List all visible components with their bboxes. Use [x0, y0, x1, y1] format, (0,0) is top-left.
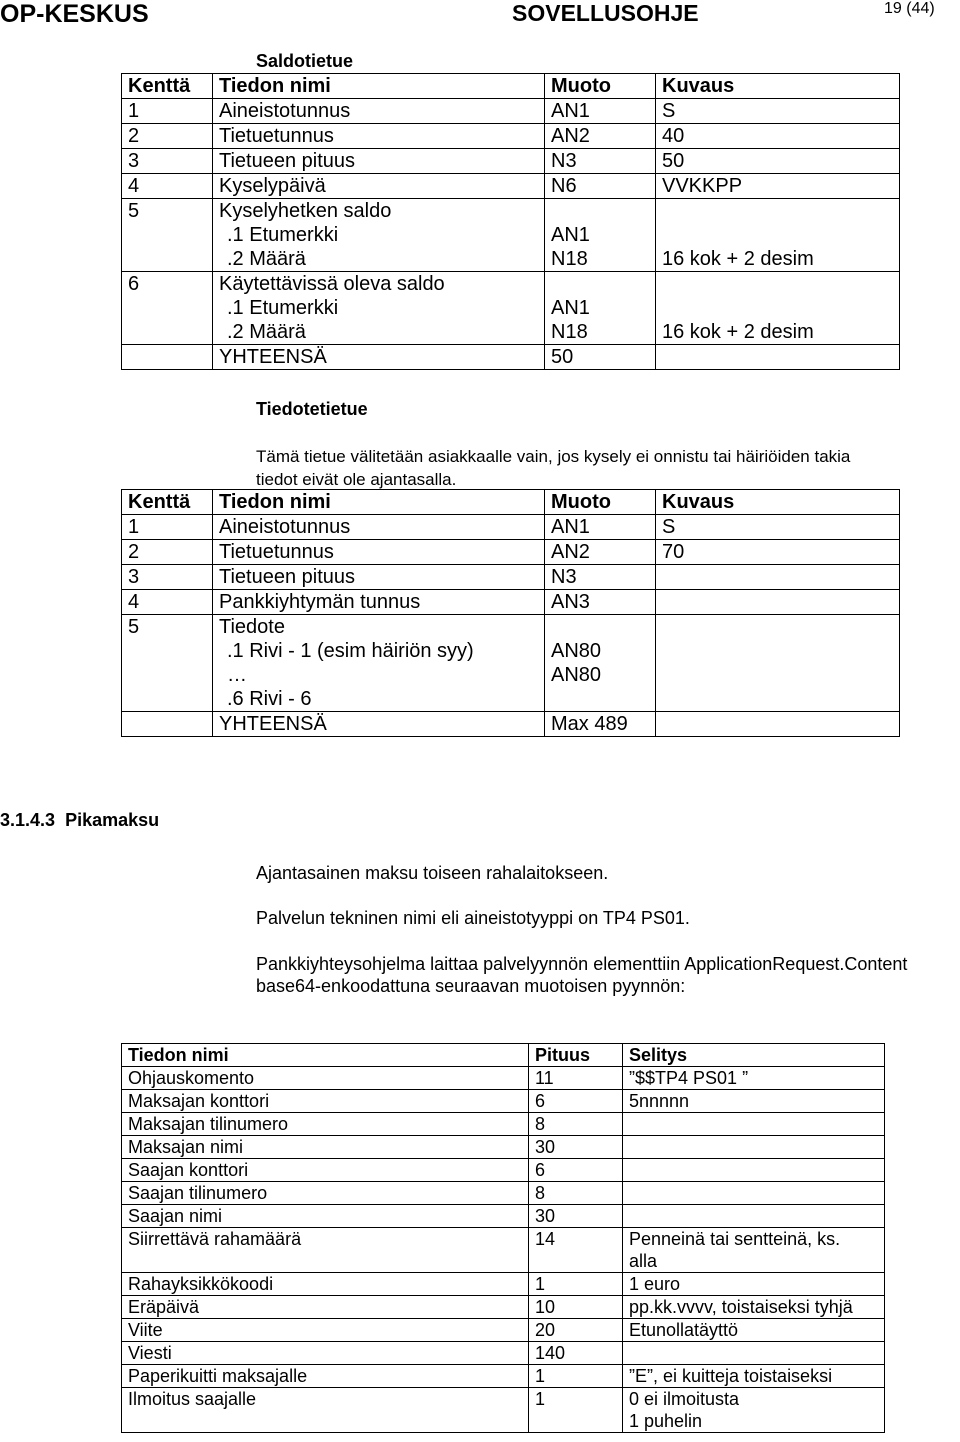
cell-selitys-line: Etunollatäyttö	[629, 1320, 739, 1340]
header-nimi-line: Tiedon nimi	[219, 491, 331, 513]
cell-muoto-line: 50	[551, 346, 574, 368]
cell-muoto-line: AN1	[551, 516, 590, 538]
cell-selitys-line: 5nnnnn	[629, 1091, 690, 1111]
cell-selitys-line	[629, 1182, 884, 1204]
cell-nimi	[122, 1319, 529, 1342]
section-number: 3.1.4.3	[0, 810, 56, 830]
header-nimi	[213, 74, 545, 99]
cell-kuvaus	[656, 615, 900, 712]
cell-kentta-line	[128, 712, 212, 736]
cell-selitys-line: 1 euro	[629, 1274, 681, 1294]
cell-kentta	[122, 149, 213, 174]
cell-nimi-line: .1 Etumerkki	[227, 224, 339, 246]
cell-muoto	[545, 272, 656, 345]
cell-muoto	[545, 99, 656, 124]
cell-nimi	[122, 1365, 529, 1388]
cell-nimi	[213, 565, 545, 590]
cell-nimi-line: Aineistotunnus	[219, 100, 351, 122]
cell-kentta-line: 3	[128, 150, 140, 172]
cell-kentta	[122, 272, 213, 345]
cell-muoto-line	[551, 687, 655, 711]
cell-selitys-line: 1 puhelin	[629, 1411, 703, 1431]
cell-nimi-line: .2 Määrä	[227, 248, 306, 270]
cell-kuvaus-line	[662, 296, 899, 320]
cell-nimi-line: Saajan nimi	[128, 1206, 223, 1226]
cell-kentta-line: 2	[128, 125, 140, 147]
cell-pituus	[529, 1182, 623, 1205]
cell-selitys-line	[629, 1113, 884, 1135]
table-row	[122, 515, 900, 540]
cell-pituus	[529, 1273, 623, 1296]
cell-kuvaus	[656, 590, 900, 615]
cell-muoto	[545, 199, 656, 272]
cell-nimi	[213, 124, 545, 149]
cell-kentta	[122, 345, 213, 370]
cell-pituus-line: 8	[535, 1183, 546, 1203]
cell-kuvaus-line	[662, 565, 899, 589]
cell-selitys-line	[629, 1159, 884, 1181]
header-muoto	[545, 74, 656, 99]
table-row	[122, 272, 900, 345]
cell-muoto-line: AN1	[551, 224, 590, 246]
cell-kuvaus	[656, 149, 900, 174]
cell-pituus	[529, 1342, 623, 1365]
cell-kentta-line: 5	[128, 200, 140, 222]
cell-kentta	[122, 540, 213, 565]
cell-nimi-line: Siirrettävä rahamäärä	[128, 1229, 302, 1249]
cell-muoto	[545, 540, 656, 565]
cell-selitys	[623, 1182, 885, 1205]
table-row	[122, 1205, 885, 1228]
cell-selitys	[623, 1228, 885, 1273]
cell-nimi-line: Viesti	[128, 1343, 172, 1363]
cell-kuvaus-line	[662, 345, 899, 369]
cell-kentta	[122, 565, 213, 590]
table-row	[122, 1159, 885, 1182]
cell-pituus-line: 1	[535, 1274, 546, 1294]
cell-muoto-line	[551, 615, 655, 639]
table-row	[122, 1365, 885, 1388]
cell-nimi	[213, 345, 545, 370]
table-row	[122, 540, 900, 565]
header-pituus-line: Pituus	[535, 1045, 591, 1065]
cell-pituus	[529, 1205, 623, 1228]
cell-muoto-line: N3	[551, 566, 577, 588]
cell-kuvaus-line: VVKKPP	[662, 175, 743, 197]
cell-selitys-line: pp.kk.vvvv, toistaiseksi tyhjä	[629, 1297, 853, 1317]
cell-muoto	[545, 515, 656, 540]
cell-nimi-line: .2 Määrä	[227, 321, 306, 343]
header-kentta	[122, 490, 213, 515]
cell-selitys	[623, 1067, 885, 1090]
cell-kentta-line: 5	[128, 616, 140, 638]
table-row	[122, 1342, 885, 1365]
cell-muoto-line: AN1	[551, 100, 590, 122]
header-nimi-line: Tiedon nimi	[219, 75, 331, 97]
cell-pituus-line: 20	[535, 1320, 556, 1340]
cell-selitys	[623, 1136, 885, 1159]
header-selitys-line: Selitys	[629, 1045, 688, 1065]
cell-nimi	[213, 515, 545, 540]
table-header-row	[122, 490, 900, 515]
cell-pituus-line: 1	[535, 1366, 546, 1386]
cell-nimi	[122, 1342, 529, 1365]
cell-kentta	[122, 174, 213, 199]
table-row	[122, 565, 900, 590]
cell-pituus	[529, 1067, 623, 1090]
cell-nimi	[122, 1296, 529, 1319]
cell-nimi	[122, 1273, 529, 1296]
header-muoto	[545, 490, 656, 515]
cell-muoto-line: AN3	[551, 591, 590, 613]
cell-selitys-line: Penneinä tai sentteinä, ks.	[629, 1229, 841, 1249]
cell-pituus-line: 14	[535, 1229, 556, 1249]
cell-pituus-line: 6	[535, 1091, 546, 1111]
cell-pituus	[529, 1319, 623, 1342]
cell-pituus	[529, 1388, 623, 1433]
header-pituus	[529, 1044, 623, 1067]
cell-nimi-line: Aineistotunnus	[219, 516, 351, 538]
tiedote-intro-line1: Tämä tietue välitetään asiakkaalle vain, jos kysely ei onnistu tai häiriöiden takia	[256, 447, 851, 466]
saldo-table	[121, 73, 900, 370]
cell-nimi	[122, 1159, 529, 1182]
cell-nimi-line: Maksajan tilinumero	[128, 1114, 289, 1134]
cell-muoto	[545, 174, 656, 199]
cell-kuvaus-line: 70	[662, 541, 685, 563]
cell-pituus	[529, 1090, 623, 1113]
cell-selitys	[623, 1113, 885, 1136]
table-row	[122, 1182, 885, 1205]
cell-kuvaus-line: 16 kok + 2 desim	[662, 248, 814, 270]
cell-selitys-line: 0 ei ilmoitusta	[629, 1389, 740, 1409]
cell-nimi-line: Rahayksikkökoodi	[128, 1274, 274, 1294]
cell-muoto	[545, 615, 656, 712]
table-row	[122, 1388, 885, 1433]
cell-kentta-line: 4	[128, 175, 140, 197]
header-muoto-line: Muoto	[551, 491, 611, 513]
company-name: OP-KESKUS	[0, 0, 149, 28]
header-selitys	[623, 1044, 885, 1067]
cell-selitys-line	[629, 1205, 884, 1227]
cell-kuvaus-line: 16 kok + 2 desim	[662, 321, 814, 343]
cell-selitys-line: ”$$TP4 PS01 ”	[629, 1068, 749, 1088]
tiedote-table	[121, 489, 900, 737]
cell-kuvaus	[656, 515, 900, 540]
header-nimi-line: Tiedon nimi	[128, 1045, 229, 1065]
cell-nimi-line: Viite	[128, 1320, 163, 1340]
cell-kuvaus	[656, 99, 900, 124]
cell-kentta-line	[128, 345, 212, 369]
header-nimi	[122, 1044, 529, 1067]
cell-muoto-line	[551, 272, 655, 296]
cell-nimi	[213, 174, 545, 199]
cell-selitys	[623, 1388, 885, 1433]
cell-kentta	[122, 615, 213, 712]
cell-kentta-line: 4	[128, 591, 140, 613]
cell-selitys	[623, 1159, 885, 1182]
table-row	[122, 199, 900, 272]
cell-pituus	[529, 1228, 623, 1273]
cell-pituus-line: 30	[535, 1206, 556, 1226]
cell-selitys	[623, 1273, 885, 1296]
cell-kuvaus-line	[662, 615, 899, 639]
cell-muoto	[545, 565, 656, 590]
cell-selitys	[623, 1296, 885, 1319]
tiedote-intro-line2: tiedot eivät ole ajantasalla.	[256, 470, 457, 489]
document-title: SOVELLUSOHJE	[512, 0, 699, 26]
cell-kuvaus	[656, 565, 900, 590]
cell-pituus	[529, 1365, 623, 1388]
cell-kuvaus	[656, 124, 900, 149]
table-row	[122, 149, 900, 174]
cell-selitys	[623, 1365, 885, 1388]
cell-selitys-line	[629, 1136, 884, 1158]
cell-muoto-line: N18	[551, 248, 588, 270]
cell-kuvaus-line	[662, 590, 899, 614]
cell-nimi	[213, 712, 545, 737]
cell-kentta-line: 2	[128, 541, 140, 563]
cell-nimi-line: Kyselyhetken saldo	[219, 200, 392, 222]
cell-pituus	[529, 1136, 623, 1159]
pikamaksu-paragraph-3-line1: Pankkiyhteysohjelma laittaa palvelyynnön elementtiin ApplicationRequest.Content	[256, 954, 908, 974]
cell-kentta	[122, 199, 213, 272]
cell-kuvaus	[656, 174, 900, 199]
cell-nimi-line: .1 Etumerkki	[227, 297, 339, 319]
section-heading	[0, 810, 159, 831]
header-muoto-line: Muoto	[551, 75, 611, 97]
cell-kentta	[122, 99, 213, 124]
cell-kuvaus-line: S	[662, 516, 676, 538]
table-row	[122, 1090, 885, 1113]
cell-selitys-line	[629, 1342, 884, 1364]
pikamaksu-paragraph-1: Ajantasainen maksu toiseen rahalaitokseen.	[256, 863, 609, 883]
section-title: Pikamaksu	[65, 810, 160, 830]
cell-nimi-line: Kyselypäivä	[219, 175, 326, 197]
cell-kuvaus-line	[662, 199, 899, 223]
cell-kuvaus-line	[662, 712, 899, 736]
cell-nimi-line: Pankkiyhtymän tunnus	[219, 591, 421, 613]
cell-selitys	[623, 1090, 885, 1113]
cell-muoto-line: AN2	[551, 541, 590, 563]
cell-nimi-line: Tiedote	[219, 616, 285, 638]
cell-nimi-line: Maksajan konttori	[128, 1091, 270, 1111]
page-number: 19 (44)	[884, 0, 935, 17]
tiedote-caption: Tiedotetietue	[256, 399, 368, 419]
cell-nimi-line: Ilmoitus saajalle	[128, 1389, 257, 1409]
cell-kentta-line: 3	[128, 566, 140, 588]
cell-nimi	[213, 199, 545, 272]
pikamaksu-table	[121, 1043, 885, 1433]
header-kentta-line: Kenttä	[128, 75, 191, 97]
table-header-row	[122, 1044, 885, 1067]
cell-nimi-line: Tietuetunnus	[219, 541, 334, 563]
table-row	[122, 99, 900, 124]
cell-pituus-line: 11	[535, 1068, 554, 1088]
table-row	[122, 615, 900, 712]
header-kuvaus-line: Kuvaus	[662, 75, 735, 97]
table-row	[122, 712, 900, 737]
table-row	[122, 1273, 885, 1296]
cell-pituus-line: 8	[535, 1114, 546, 1134]
cell-kentta	[122, 590, 213, 615]
header-kuvaus	[656, 490, 900, 515]
cell-nimi-line: Saajan tilinumero	[128, 1183, 268, 1203]
saldo-caption: Saldotietue	[256, 51, 354, 71]
cell-muoto-line: AN1	[551, 297, 590, 319]
cell-nimi	[213, 272, 545, 345]
cell-selitys	[623, 1205, 885, 1228]
cell-pituus-line: 30	[535, 1137, 556, 1157]
cell-selitys	[623, 1342, 885, 1365]
table-row	[122, 1113, 885, 1136]
header-kentta-line: Kenttä	[128, 491, 191, 513]
cell-selitys-line: alla	[629, 1251, 658, 1271]
cell-pituus	[529, 1113, 623, 1136]
cell-nimi	[122, 1228, 529, 1273]
table-row	[122, 124, 900, 149]
cell-selitys-line: ”E”, ei kuitteja toistaiseksi	[629, 1366, 833, 1386]
cell-nimi	[122, 1388, 529, 1433]
cell-kuvaus-line: 40	[662, 125, 685, 147]
cell-nimi-line: Tietueen pituus	[219, 150, 356, 172]
cell-nimi-line: .6 Rivi - 6	[227, 688, 312, 710]
cell-nimi-line: .1 Rivi - 1 (esim häiriön syy)	[227, 640, 474, 662]
cell-kentta	[122, 124, 213, 149]
cell-muoto	[545, 712, 656, 737]
cell-pituus-line: 10	[535, 1297, 556, 1317]
cell-nimi-line: Paperikuitti maksajalle	[128, 1366, 308, 1386]
cell-nimi-line: Ohjauskomento	[128, 1068, 255, 1088]
cell-nimi	[122, 1113, 529, 1136]
cell-muoto	[545, 345, 656, 370]
table-row	[122, 1136, 885, 1159]
cell-muoto-line: N3	[551, 150, 577, 172]
table-row	[122, 174, 900, 199]
pikamaksu-paragraph-2: Palvelun tekninen nimi eli aineistotyyppi on TP4 PS01.	[256, 908, 690, 928]
cell-nimi-line: Maksajan nimi	[128, 1137, 244, 1157]
cell-kentta	[122, 515, 213, 540]
cell-muoto-line	[551, 199, 655, 223]
cell-pituus	[529, 1159, 623, 1182]
cell-kuvaus	[656, 199, 900, 272]
cell-nimi	[122, 1136, 529, 1159]
cell-pituus-line: 6	[535, 1160, 546, 1180]
table-row	[122, 590, 900, 615]
pikamaksu-paragraph-3-line2: base64-enkoodattuna seuraavan muotoisen pyynnön:	[256, 976, 686, 996]
cell-kentta-line: 1	[128, 100, 140, 122]
cell-kuvaus	[656, 712, 900, 737]
cell-kuvaus	[656, 345, 900, 370]
cell-kuvaus-line: S	[662, 100, 676, 122]
cell-nimi-line: Tietuetunnus	[219, 125, 334, 147]
table-row	[122, 1296, 885, 1319]
cell-nimi-line: …	[227, 664, 247, 686]
cell-pituus-line: 1	[535, 1389, 546, 1409]
cell-nimi	[122, 1067, 529, 1090]
header-kentta	[122, 74, 213, 99]
cell-nimi	[213, 590, 545, 615]
cell-nimi-line: Tietueen pituus	[219, 566, 356, 588]
cell-selitys	[623, 1319, 885, 1342]
cell-kuvaus	[656, 540, 900, 565]
cell-muoto	[545, 124, 656, 149]
cell-kuvaus	[656, 272, 900, 345]
cell-nimi	[213, 615, 545, 712]
cell-muoto-line: AN80	[551, 640, 602, 662]
cell-muoto	[545, 149, 656, 174]
cell-pituus-line: 140	[535, 1343, 566, 1363]
cell-nimi-line: YHTEENSÄ	[219, 713, 327, 735]
header-kuvaus	[656, 74, 900, 99]
cell-kentta-line: 6	[128, 273, 140, 295]
header-kuvaus-line: Kuvaus	[662, 491, 735, 513]
cell-nimi-line: Eräpäivä	[128, 1297, 200, 1317]
cell-nimi	[213, 540, 545, 565]
cell-nimi	[213, 99, 545, 124]
cell-kentta	[122, 712, 213, 737]
cell-nimi-line: Saajan konttori	[128, 1160, 249, 1180]
cell-nimi	[122, 1205, 529, 1228]
table-row	[122, 1067, 885, 1090]
cell-nimi-line: YHTEENSÄ	[219, 346, 327, 368]
table-header-row	[122, 74, 900, 99]
cell-muoto-line: AN80	[551, 664, 602, 686]
table-row	[122, 345, 900, 370]
cell-muoto	[545, 590, 656, 615]
cell-muoto-line: AN2	[551, 125, 590, 147]
table-row	[122, 1228, 885, 1273]
cell-pituus	[529, 1296, 623, 1319]
cell-nimi-line: Käytettävissä oleva saldo	[219, 273, 445, 295]
cell-kuvaus-line	[662, 272, 899, 296]
table-row	[122, 1319, 885, 1342]
cell-kentta-line: 1	[128, 516, 140, 538]
cell-muoto-line: Max 489	[551, 713, 628, 735]
cell-kuvaus-line	[662, 223, 899, 247]
cell-nimi	[213, 149, 545, 174]
cell-nimi	[122, 1090, 529, 1113]
cell-kuvaus-line: 50	[662, 150, 685, 172]
cell-nimi	[122, 1182, 529, 1205]
header-nimi	[213, 490, 545, 515]
cell-muoto-line: N6	[551, 175, 577, 197]
cell-muoto-line: N18	[551, 321, 588, 343]
